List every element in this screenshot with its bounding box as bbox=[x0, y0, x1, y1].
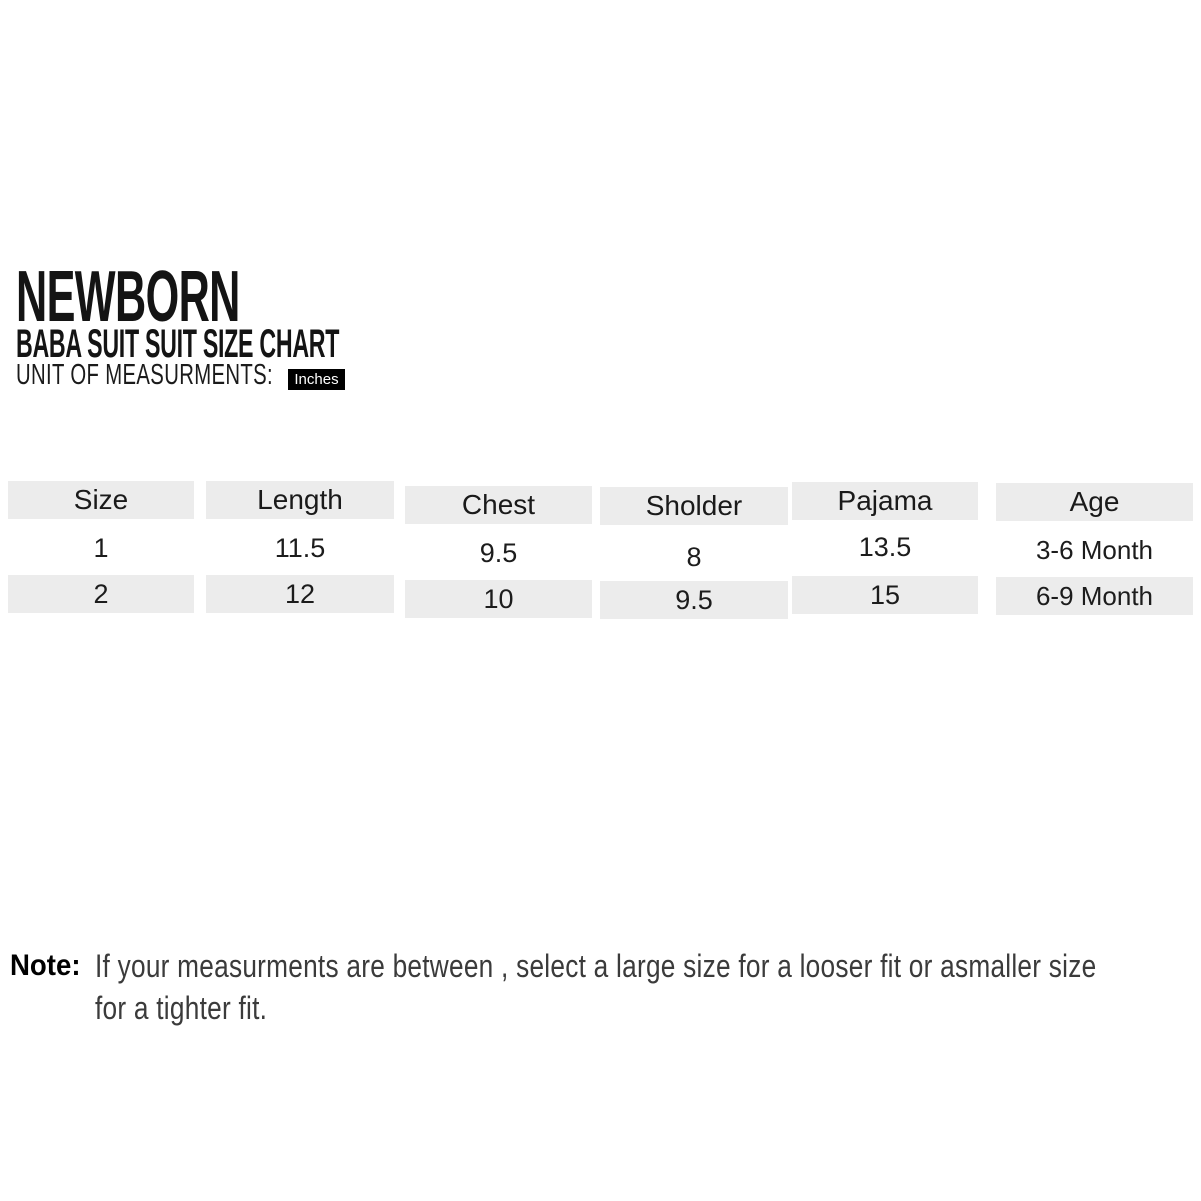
column-header-sholder: Sholder bbox=[600, 487, 788, 525]
table-column-length bbox=[206, 481, 394, 616]
column-header-chest: Chest bbox=[405, 486, 592, 524]
table-cell-chest-row1: 9.5 bbox=[479, 537, 518, 568]
table-cell-sholder-row2: 9.5 bbox=[600, 581, 788, 619]
unit-value-badge: Inches bbox=[288, 369, 345, 390]
note-text-line1: If your measurments are between , select a large size for a looser fit or asmaller size bbox=[95, 948, 1097, 984]
page-title: NEWBORN bbox=[16, 257, 240, 337]
table-column-size bbox=[8, 481, 194, 616]
note-label: Note: bbox=[10, 949, 81, 982]
table-cell-size-row1: 1 bbox=[93, 532, 109, 563]
column-header-length: Length bbox=[206, 481, 394, 519]
column-header-pajama: Pajama bbox=[792, 482, 978, 520]
table-cell-length-row1: 11.5 bbox=[274, 532, 326, 563]
table-cell-pajama-row1: 13.5 bbox=[858, 531, 912, 562]
table-column-pajama bbox=[792, 481, 978, 616]
note-text-line2: for a tighter fit. bbox=[95, 990, 268, 1026]
unit-of-measurements-label: UNIT OF MEASURMENTS: bbox=[16, 359, 274, 391]
table-cell-sholder-row1: 8 bbox=[686, 541, 702, 572]
column-header-age: Age bbox=[996, 483, 1193, 521]
table-cell-age-row2: 6-9 Month bbox=[996, 577, 1193, 615]
page-subtitle: BABA SUIT SUIT SIZE CHART bbox=[16, 322, 340, 366]
size-table bbox=[0, 481, 1201, 616]
column-header-size: Size bbox=[8, 481, 194, 519]
table-cell-pajama-row2: 15 bbox=[792, 576, 978, 614]
table-column-chest bbox=[405, 481, 592, 616]
table-cell-size-row2: 2 bbox=[8, 575, 194, 613]
table-cell-age-row1: 3-6 Month bbox=[1035, 535, 1154, 565]
table-column-age bbox=[996, 481, 1193, 616]
table-cell-length-row2: 12 bbox=[206, 575, 394, 613]
table-cell-chest-row2: 10 bbox=[405, 580, 592, 618]
table-column-sholder bbox=[600, 481, 788, 616]
